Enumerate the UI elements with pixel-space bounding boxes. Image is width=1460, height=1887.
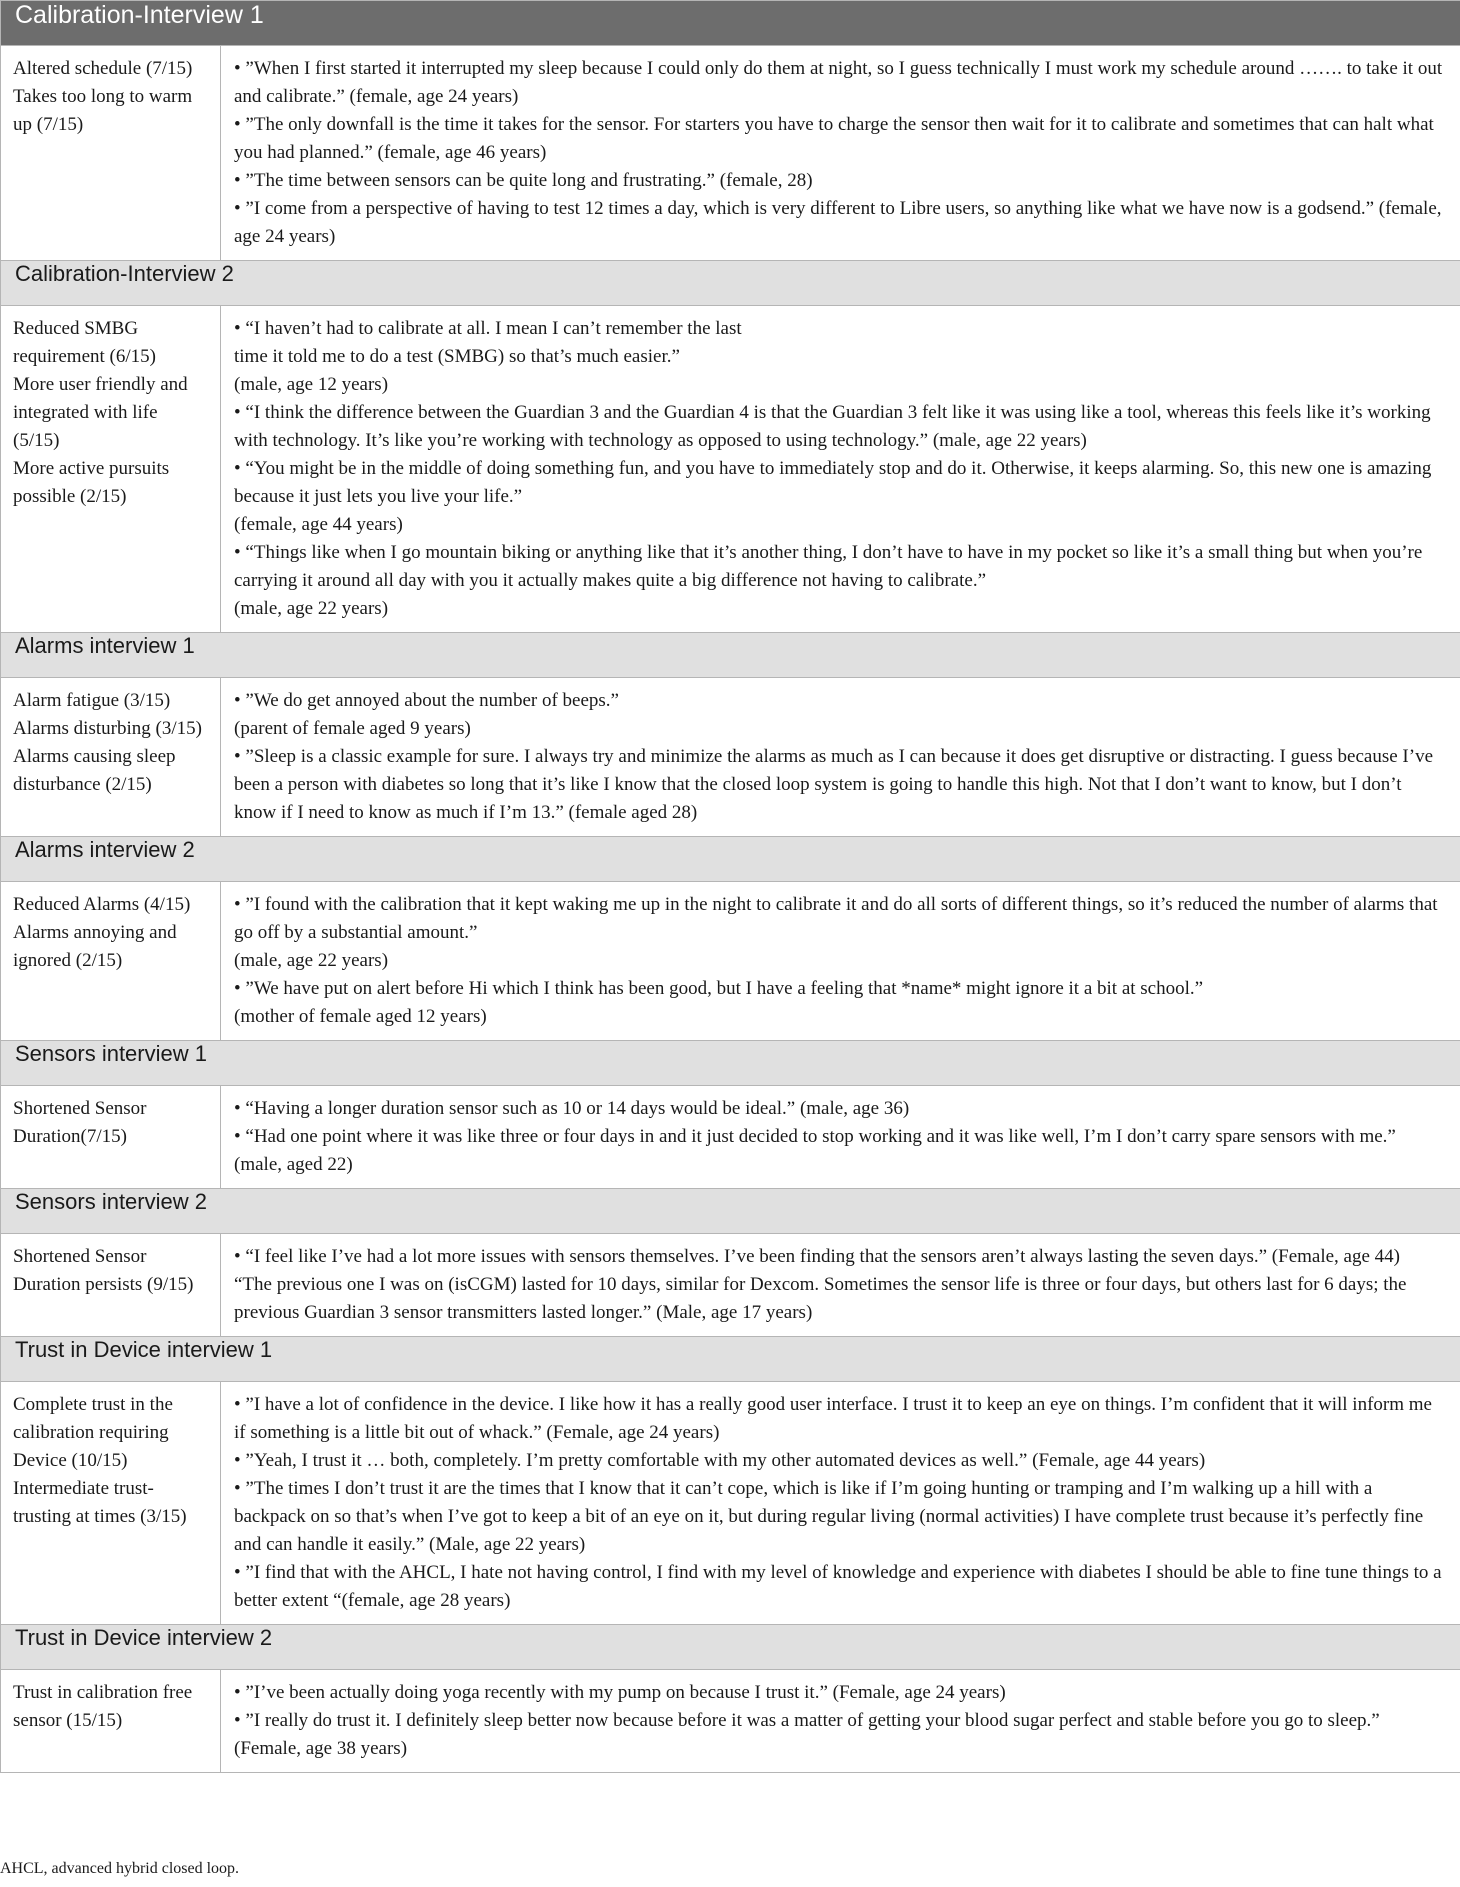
quote-line: • “Things like when I go mountain biking or anything like that it’s another thing, I don’t have to have in my pocket so like it’s a small thing but when you’re carrying it around all day with you it actually makes quite a big difference not having to calibrate.”: [234, 542, 1423, 591]
section-header-row: [1, 261, 1460, 306]
category-label: Shortened Sensor Duration persists (9/15): [13, 1246, 194, 1295]
quote-line: (parent of female aged 9 years): [234, 718, 471, 739]
section-body-row: [1, 46, 1460, 261]
category-label: More user friendly and integrated with life (5/15): [13, 374, 188, 451]
section-body-row: [1, 1670, 1460, 1773]
category-label: Reduced Alarms (4/15): [13, 894, 191, 915]
quotes-cell: [221, 46, 1460, 261]
section-body-row: [1, 882, 1460, 1041]
quote-line: “The previous one I was on (isCGM) lasted for 10 days, similar for Dexcom. Sometimes the sensor life is three or four days, but others last for 6 days; the previous Guardian 3 sensor transmitters lasted longer.” (Male, age 17 years): [234, 1274, 1407, 1323]
quote-line: • ”I found with the calibration that it kept waking me up in the night to calibrate it and do all sorts of different things, so it’s reduced the number of alarms that go off by a substantial amount.”: [234, 894, 1438, 943]
quote-line: • “Had one point where it was like three or four days in and it just decided to stop working and it was like well, I’m I don’t carry spare sensors with me.” (male, aged 22): [234, 1126, 1396, 1175]
quote-line: • ”We do get annoyed about the number of beeps.”: [234, 690, 619, 711]
quote-line: • “I haven’t had to calibrate at all. I mean I can’t remember the last: [234, 318, 742, 339]
quote-line: • “You might be in the middle of doing something fun, and you have to immediately stop and do it. Otherwise, it keeps alarming. So, this new one is amazing because it just lets you live your life.”: [234, 458, 1432, 507]
category-label: Alarms causing sleep disturbance (2/15): [13, 746, 176, 795]
quotes-cell: [221, 882, 1460, 1041]
category-cell: [1, 1234, 221, 1337]
section-header-row: [1, 633, 1460, 678]
section-title: Calibration-Interview 2: [1, 261, 1460, 306]
section-body-row: [1, 306, 1460, 633]
quotes-cell: [221, 1670, 1460, 1773]
quote-line: time it told me to do a test (SMBG) so that’s much easier.”: [234, 346, 680, 367]
section-header-row: [1, 1625, 1460, 1670]
section-header-row: [1, 837, 1460, 882]
quote-line: • ”Sleep is a classic example for sure. I always try and minimize the alarms as much as I can because it does get disruptive or distracting. I guess because I’ve been a person with diabetes so long that it’s like I know that the closed loop system is going to handle this high. Not that I don’t want to know, but I don’t know if I need to know as much if I’m 13.” (female aged 28): [234, 746, 1434, 823]
quote-line: • ”I have a lot of confidence in the device. I like how it has a really good user interface. I trust it to keep an eye on things. I’m confident that it will inform me if something is a little bit out of whack.” (Female, age 24 years): [234, 1394, 1432, 1443]
section-title: Sensors interview 1: [1, 1041, 1460, 1086]
section-body-row: [1, 1382, 1460, 1625]
section-title: Alarms interview 2: [1, 837, 1460, 882]
quote-line: • ”We have put on alert before Hi which I think has been good, but I have a feeling that *name* might ignore it a bit at school.”: [234, 978, 1204, 999]
section-title: Alarms interview 1: [1, 633, 1460, 678]
section-header-row: [1, 1337, 1460, 1382]
category-label: Altered schedule (7/15): [13, 58, 193, 79]
quote-line: (male, age 22 years): [234, 950, 389, 971]
quote-line: • ”I really do trust it. I definitely sleep better now because before it was a matter of getting your blood sugar perfect and stable before you go to sleep.” (Female, age 38 years): [234, 1710, 1380, 1759]
category-label: Intermediate trust-trusting at times (3/15): [13, 1478, 187, 1527]
category-label: Takes too long to warm up (7/15): [13, 86, 193, 135]
quote-line: (mother of female aged 12 years): [234, 1006, 487, 1027]
section-body-row: [1, 678, 1460, 837]
quote-line: • ”I come from a perspective of having to test 12 times a day, which is very different to Libre users, so anything like what we have now is a godsend.” (female, age 24 years): [234, 198, 1442, 247]
category-label: Trust in calibration free sensor (15/15): [13, 1682, 193, 1731]
quote-line: (male, age 12 years): [234, 374, 389, 395]
quotes-cell: [221, 1086, 1460, 1189]
quote-line: • “I feel like I’ve had a lot more issues with sensors themselves. I’ve been finding that the sensors aren’t always lasting the seven days.” (Female, age 44): [234, 1246, 1401, 1267]
quote-line: • ”The times I don’t trust it are the times that I know that it can’t cope, which is like if I’m going hunting or tramping and I’m walking up a hill with a backpack on so that’s when I’ve got to keep a bit of an eye on it, but during regular living (normal activities) I have complete trust because it’s perfectly fine and can handle it easily.” (Male, age 22 years): [234, 1478, 1424, 1555]
category-cell: [1, 882, 221, 1041]
section-header-row: [1, 1041, 1460, 1086]
quotes-cell: [221, 678, 1460, 837]
category-cell: [1, 1086, 221, 1189]
category-label: Shortened Sensor Duration(7/15): [13, 1098, 147, 1147]
category-label: Alarms annoying and ignored (2/15): [13, 922, 177, 971]
category-cell: [1, 678, 221, 837]
quotes-cell: [221, 306, 1460, 633]
category-label: Reduced SMBG requirement (6/15): [13, 318, 156, 367]
section-header-row: [1, 1189, 1460, 1234]
section-title: Sensors interview 2: [1, 1189, 1460, 1234]
section-body-row: [1, 1086, 1460, 1189]
quote-line: • “I think the difference between the Guardian 3 and the Guardian 4 is that the Guardian 3 felt like it was using like a tool, whereas this feels like it’s working with technology. It’s like you’re working with technology as opposed to using technology.” (male, age 22 years): [234, 402, 1431, 451]
quote-line: • ”Yeah, I trust it … both, completely. I’m pretty comfortable with my other automated devices as well.” (Female, age 44 years): [234, 1450, 1206, 1471]
quote-line: • ”When I first started it interrupted my sleep because I could only do them at night, so I guess technically I must work my schedule around ……. to take it out and calibrate.” (female, age 24 years): [234, 58, 1443, 107]
section-title: Calibration-Interview 1: [1, 1, 1460, 46]
category-cell: [1, 306, 221, 633]
table-footnote: AHCL, advanced hybrid closed loop.: [0, 1860, 240, 1877]
category-label: Complete trust in the calibration requiring Device (10/15): [13, 1394, 173, 1471]
section-title: Trust in Device interview 2: [1, 1625, 1460, 1670]
category-label: Alarms disturbing (3/15): [13, 718, 202, 739]
category-cell: [1, 46, 221, 261]
quote-line: • ”The only downfall is the time it takes for the sensor. For starters you have to charge the sensor then wait for it to calibrate and sometimes that can halt what you had planned.” (female, age 46 years): [234, 114, 1434, 163]
quote-line: • ”The time between sensors can be quite long and frustrating.” (female, 28): [234, 170, 813, 191]
quote-line: (female, age 44 years): [234, 514, 403, 535]
category-label: Alarm fatigue (3/15): [13, 690, 171, 711]
quotes-cell: [221, 1382, 1460, 1625]
quotes-cell: [221, 1234, 1460, 1337]
section-header-row: [1, 1, 1460, 46]
category-cell: [1, 1382, 221, 1625]
category-label: More active pursuits possible (2/15): [13, 458, 170, 507]
section-body-row: [1, 1234, 1460, 1337]
section-title: Trust in Device interview 1: [1, 1337, 1460, 1382]
quote-line: • “Having a longer duration sensor such as 10 or 14 days would be ideal.” (male, age 36): [234, 1098, 910, 1119]
category-cell: [1, 1670, 221, 1773]
quote-line: • ”I find that with the AHCL, I hate not having control, I find with my level of knowledge and experience with diabetes I should be able to fine tune things to a better extent “(female, age 28 years): [234, 1562, 1442, 1611]
quote-line: • ”I’ve been actually doing yoga recently with my pump on because I trust it.” (Female, age 24 years): [234, 1682, 1006, 1703]
quote-line: (male, age 22 years): [234, 598, 389, 619]
